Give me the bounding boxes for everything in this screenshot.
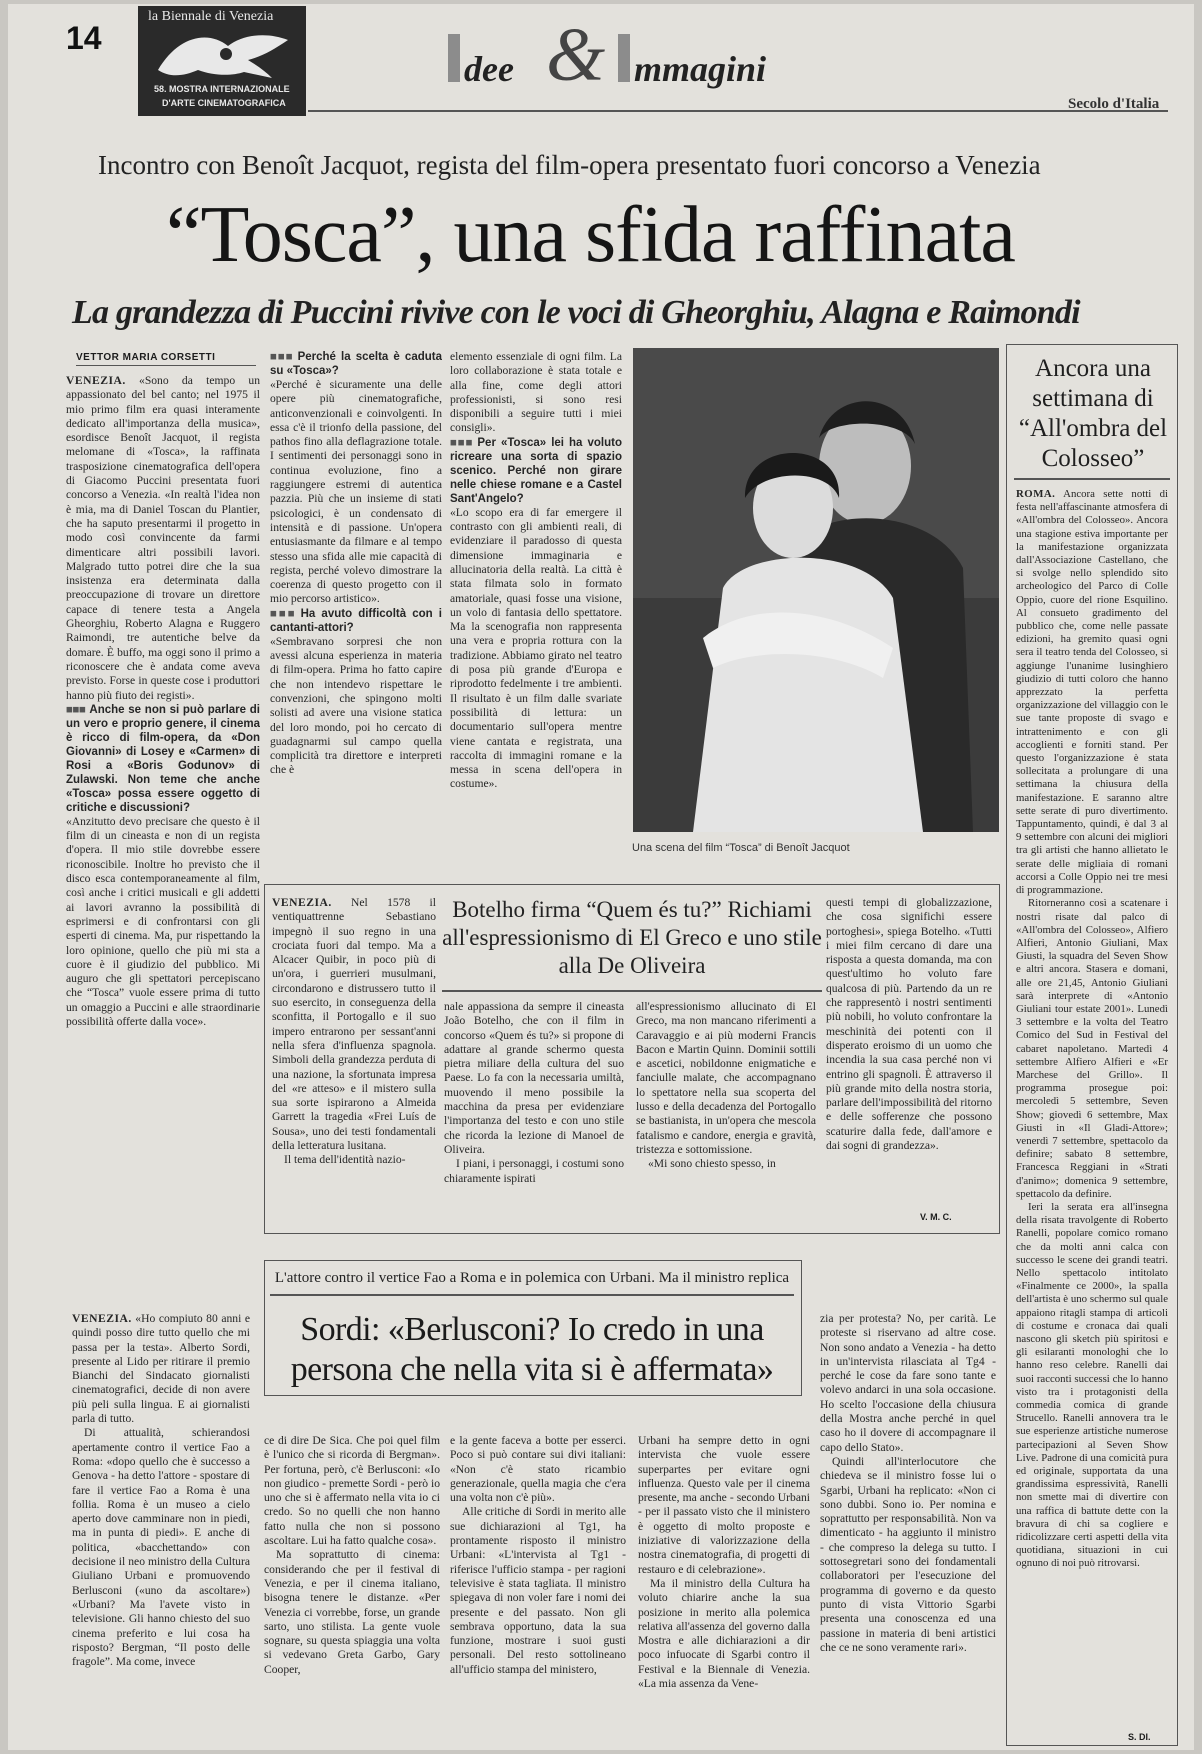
photo-figures (633, 348, 999, 832)
botelho-col2-cont: I piani, i personaggi, i costumi sono chiaramente ispirati (444, 1157, 624, 1185)
section-word-2: mmagini (634, 49, 767, 89)
sordi-col3-para: e la gente faceva a botte per esserci. Poco si può contare sui divi italiani: «Non c'è stato ricambio generazionale, quella magia che c'era una volta non c'è più». (450, 1434, 626, 1505)
sidebar-text (1016, 488, 1168, 1734)
logo-title: la Biennale di Venezia (148, 9, 274, 24)
main-col3-answer: «Lo scopo era di far emergere il contrasto con gli ambienti reali, di evidenziare il paradosso di questa dimensione immaginaria e allucinatoria della realtà. La città è stata filmata solo in formato amatoriale, quasi fosse una visione, un volo di fantasia dello spettatore. Ma la scenografia non rappresenta una vera e propria rottura con la tradizione. Abbiamo girato nel teatro di posa più grande d'Europa e riprodotto fedelmente i tre ambienti. Il risultato è un film dalle svariate possibilità di lettura: un documentario sull'opera mentre viene cantata e registrata, una raccolta di immagini romane e la messa in scena dell'opera in costume». (450, 505, 622, 791)
section-word-1: dee (464, 49, 514, 89)
main-column-3 (450, 350, 622, 840)
logo-line-2: D'ARTE CINEMATOGRAFICA (162, 98, 286, 108)
main-col2-answer-1: «Perché è sicuramente una delle opere più cinematografiche, anticonvenzionali e coinvolgenti. In essa c'è il trionfo della passione, del pathos fino alla deflagrazione totale. I sentimenti dei personaggi sono in continua evoluzione, fino a raggiungere estremi di autentica pazzia. Più che un insieme di stati psicologici, è un condensato di intensità e di passione. Un'opera entusiasmante da filmare e al tempo stesso una sfida alle mie capacità di regista, perché volevo dimostrare la coerenza di questo progetto con il mio percorso artistico». (270, 378, 442, 606)
newspaper-name: Secolo d'Italia (1068, 96, 1160, 112)
sordi-col4-para: Urbani ha sempre detto in ogni intervista che vuole essere superpartes per evitare ogni influenza. Questo vale per il cinema presente, ma anche - secondo Urbani - per il passato visto che il ministero è oggetto di molto proposte e iniziative di valorizzazione della nostra cinematografia, di progetti di restauro e di celebrazione». (638, 1434, 810, 1576)
byline: VETTOR MARIA CORSETTI (76, 352, 256, 366)
main-column-2 (270, 350, 442, 840)
section-ampersand: & (546, 13, 606, 97)
sordi-column-4 (638, 1434, 810, 1744)
sordi-col3-cont: Alle critiche di Sordi in merito alle sue dichiarazioni al Tg1, ha prontamente risposto il ministro Urbani: «L'intervista al Tg1 - riferisce l'ufficio stampa - per ragioni televisive è stata tagliata. Il ministro spiegava di non voler fare i nomi dei presente e del passato. Non gli sembrava opportuno, data la sua funzione, mostrare i suoi gusti personali. Del resto sottolineano all'ufficio stampa del ministero, (450, 1505, 626, 1676)
sidebar-para-1: ROMA. Ancora sette notti di festa nell'affascinante atmosfera di «All'ombra del Colosseo». Ancora una stagione estiva importante per la manifestazione organizzata dall'Associazione Castellano, che si svolge nello splendido sito archeologico del Parco di Colle Oppio, cuore del rione Esquilino. Al consueto gradimento del pubblico che, come nelle passate edizioni, ha gremito quasi ogni sera il teatro tenda del Colosseo, si aggiunge l'unanime lusinghiero giudizio di tutti coloro che hanno apprezzato la perfetta organizzazione del villaggio con le sue tante proposte di svago e intrattenimento e con gli accoglienti e forniti stand. Per questo l'organizzazione è stata sollecitata a prolungare di una settimana la chiusura della manifestazione. E saranno altre sette serate di puro divertimento. Tappuntamento, quindi, è dal 3 al 9 settembre con alcuni dei migliori tra gli artisti che hanno allietato le serate delle migliaia di romani accorsi a Colle Oppio nei tre mesi di programmazione. (1016, 488, 1168, 897)
section-initial-bar-1 (448, 34, 460, 82)
newspaper-page (8, 4, 1194, 1750)
sordi-headline: Sordi: «Berlusconi? Io credo in una persona che nella vita si è affermata» (290, 1311, 774, 1388)
botelho-headline-rule (442, 990, 822, 992)
biennale-logo (138, 6, 306, 116)
sordi-col5-cont: Quindi all'interlocutore che chiedeva se il ministro fosse lui o Sgarbi, Urbani ha replicato: «Non ci sono dubbi. Sono io. Per nomina e soprattutto per responsabilità. Non va dimenticato - ha aggiunto il ministro - che compreso la delega su tutto. I sottosegretari sono dei fondamentali collaboratori per l'esecuzione del programma di governo e da questo punto di vista Vittorio Sgarbi presenta una conoscenza ed una passione in materia di beni artistici che ce ne sono veramente rari». (820, 1454, 996, 1654)
winged-lion-icon (148, 26, 298, 82)
botelho-col1-para: VENEZIA. Nel 1578 il ventiquattrenne Sebastiano impegnò il suo regno in una crociata fuori dal tempo. Ma a Alcacer Quibir, in poco più di un'ora, i guerrieri musulmani, circondarono e distrussero tutto il suo esercito, in conseguenza della sconfitta, il Portogallo e il suo impero entrarono per sessant'anni nella sfera d'influenza spagnola. Simboli della grandezza perduta di una nazione, la sfortunata impresa del «re atteso» e il mistero sulla sua sorte ispirarono a Almeida Garrett la tragedia «Frei Luís de Sousa», uno dei testi fondamentali della letteratura lusitana. (272, 896, 436, 1153)
main-col1-para: VENEZIA. «Sono da tempo un appassionato del bel canto; nel 1975 il mio primo film era quasi interamente dedicato all'importanza della musica», esordisce Benoît Jacquot, il regista melomane di «Tosca», la raffinata trasposizione cinematografica dell'opera di Giacomo Puccini presentata fuori concorso a Venezia. «In realtà l'idea non è mia, ma di Daniel Toscan du Plantier, che ha saputo presentarmi il progetto in modo così convincente da farmi dimenticare altri possibili lavori. Malgrado tutto potrei dire che la sua insistenza era determinata dalla preoccupazione di trovare un direttore capace di tenere testa a Angela Gheorghiu, Roberto Alagna e Ruggero Raimondi, tre autentiche belve da domare. È buffo, ma oggi sono il primo a riconoscere che è andata come aveva previsto. Forse in queste cose i produttori hanno più fiuto dei registi». (66, 374, 260, 702)
main-column-1 (66, 374, 260, 1224)
film-photo (633, 348, 999, 832)
sordi-kicker-rule (270, 1294, 794, 1296)
sordi-col5-para: zia per protesta? No, per carità. Le proteste si riservano ad altre cose. Non sono andato a Venezia - ha detto in un'intervista rilasciata al Tg4 - perché le cose da fare sono tante e volevo andarci in una sola occasione. Ho scelto l'occasione della chiusura della Mostra anche perché in quel caso ho il dovere di accompagnare il capo dello Stato». (820, 1312, 996, 1454)
main-col1-answer: «Anzitutto devo precisare che questo è il film di un cineasta e non di un regista d'opera. Il mio stile dovrebbe essere riconoscibile. Inoltre ho previsto che il disco esca contemporaneamente al film, così anche i critici musicali e gli addetti ai lavori avranno la possibilità di esprimersi e di confrontarsi con gli esperti di cinema. Ma, pur rispettando la loro opinione, quello che più mi sta a cuore è il giudizio del pubblico. Mi auguro che gli spettatori percepiscano che “Tosca” vuole essere prima di tutto un omaggio a Puccini e alle straordinarie possibilità offerte dalla voce». (66, 814, 260, 1028)
botelho-column-2 (444, 1000, 624, 1224)
interview-question: ■■■ Ha avuto difficoltà con i cantanti-attori? (270, 607, 442, 634)
sordi-col1-cont: Di attualità, schierandosi apertamente contro il vertice Fao a Roma: «dopo quello che è successo a Genova - ha detto l'attore - spostare di fare il vertice Fao a Roma è una follia. Roma è un museo a cielo aperto dove camminare non in piedi, ma in punta di piedi». E anche di politica, «bacchettando» con decisione il neo ministro della Cultura Giuliano Urbani e promuovendo Berlusconi («uno da ascoltare») «Urbani? Ma l'avete visto in televisione. Gli hanno chiesto del suo cinema preferito e lui cosa ha risposto? Bergman, “Il posto delle fragole”. Ma come, invece (72, 1426, 250, 1669)
sordi-column-1 (72, 1312, 250, 1748)
botelho-col3-para: all'espressionismo allucinato di El Greco, ma non mancano riferimenti a Caravaggio e ai più moderni Francis Bacon e Martin Quinn. Dominii sottili e ascetici, nobildonne enigmatiche e fanciulle malate, che accompagnano lo spettatore nella sua scoperta del lusso e della decadenza del Portogallo se bastianista, in un'opera che mescola fatalismo e candore, energia e gravità, tristezza e sottomissione. (636, 1000, 816, 1156)
main-col3-para: elemento essenziale di ogni film. La loro collaborazione è stata totale e alla fine, come degli attori professionisti, si sono resi disponibili a seguire tutti i miei consigli». (450, 350, 622, 435)
sordi-kicker: L'attore contro il vertice Fao a Roma e in polemica con Urbani. Ma il ministro replica (274, 1270, 790, 1286)
main-col2-answer-2: «Sembravano sorpresi che non avessi alcuna esperienza in materia di film-opera. Prima ho fatto capire che non intendevo rispettare le convenzioni, che spingono molti solisti ad avere una visione statica del loro mondo, poi ho cercato di guadagnarmi sul campo quella complicità tra direttore e interpreti che è (270, 634, 442, 777)
botelho-column-1 (272, 896, 436, 1224)
botelho-column-3 (636, 1000, 816, 1224)
sordi-col2-cont: Ma soprattutto di cinema: considerando che per il festival di Venezia, e per il cinema italiano, bisogna tenere le distanze. «Per Venezia ci vorrebbe, forse, un grande sarto, uno stilista. La gente vuole sognare, su questa spiaggia una volta si vedevano Greta Garbo, Gary Cooper, (264, 1548, 440, 1676)
botelho-col3-cont: «Mi sono chiesto spesso, in (648, 1157, 776, 1171)
sordi-col1-para: VENEZIA. «Ho compiuto 80 anni e quindi posso dire tutto quello che mi passa per la testa». Alberto Sordi, presente al Lido per ritirare il premio Bianchi del Sindacato giornalisti cinematografici, decide di non avere più peli sulla lingua. E ai giornalisti parla di tutto. (72, 1312, 250, 1426)
dateline-city: VENEZIA. (66, 374, 126, 387)
sidebar-title: Ancora una settimana di “All'ombra del Colosseo” (1018, 355, 1168, 472)
botelho-headline: Botelho firma “Quem és tu?” Richiami all'espressionismo di El Greco e uno stile alla De Oliveira (442, 897, 822, 978)
interview-question: ■■■ Perché la scelta è caduta su «Tosca»? (270, 351, 442, 377)
section-initial-bar-2 (618, 34, 630, 82)
sordi-col4-cont: Ma il ministro della Cultura ha voluto chiarire anche la sua posizione in merito alla polemica relativa all'assenza del governo dalla Mostra e alle dichiarazioni a dir poco infuocate di Sgarbi contro il Festival e la Biennale di Venezia. «La mia assenza da Vene- (638, 1576, 810, 1691)
sordi-column-2 (264, 1434, 440, 1744)
botelho-col1-cont: Il tema dell'identità nazio- (284, 1153, 406, 1167)
sidebar-signature: S. DI. (1128, 1732, 1151, 1742)
photo-caption: Una scena del film “Tosca” di Benoît Jacquot (632, 842, 850, 854)
main-headline: “Tosca”, una sfida raffinata (166, 191, 1015, 279)
sidebar-title-rule (1014, 478, 1170, 480)
header-rule (308, 110, 1168, 112)
botelho-col2-para: nale appassiona da sempre il cineasta João Botelho, che con il film in concorso «Quem és tu?» si propone di adattare al grande schermo questa pietra miliare della cultura del suo Paese. Lo fa con la necessaria umiltà, muovendo il meno possibile la macchina da presa per evidenziare l'importanza del testo e con uno stile che ricorda la lezione di Manoel de Oliveira. (444, 1000, 624, 1156)
page-number: 14 (66, 20, 102, 56)
sordi-col2-para: ce di dire De Sica. Che poi quel film è l'unico che si ricorda di Bergman». Per fortuna, però, c'è Berlusconi: «Io non giudico - premette Sordi - però io uno che si è affermato nella vita io ci credo. So no quelli che non hanno fatto nulla che non si possono ascoltare. Lui ha fatto qualche cosa». (264, 1434, 440, 1548)
sidebar-para-3: Ieri la serata era all'insegna della risata travolgente di Roberto Ranelli, popolare comico romano che da molti anni calca con successo le scene dei grandi teatri. Nello spettacolo intitolato «Finalmente ce 2000», la spalla dell'artista è uno schermo sul quale appaiono ritagli stampa di articoli di costume e cronaca dai quali nascono gli sketch più spiritosi e gli esilaranti monologhi che lo hanno reso celebre. Ranelli dai suoi racconti successi che lo hanno visto tra i protagonisti della commedia comica di grande Strucello. Ranelli annovera tra le sue esperienze artistiche numerose partecipazioni al Seven Show Live. Padrone di una comicità pura ed originale, supportata da una grandissima espressività, Ranelli non smette mai di divertire con una raffica di battute dette con la bravura di chi sa cogliere e ridicolizzare certi aspetti della vita quotidiana, situazioni in cui ognuno di noi può ritrovarsi. (1016, 1200, 1168, 1570)
sidebar-para-2: Ritorneranno così a scatenare i nostri risate dal palco di «All'ombra del Colosseo», Alfiero Alfieri, Antonio Giuliani, Max Giusti, la squadra del Seven Show e altri ancora. Stasera e domani, alle ore 21,45, Antonio Giuliani sarà interprete di «Antonio Giuliani tour estate 2001». Lunedì 3 settembre e la volta del Teatro Comico del Sud in Festival del cabaret napoletano. Martedì 4 settembre Alfiero Alfieri e «Er Marchese del Grillo». Il programma prosegue poi: mercoledì 5 settembre, Seven Show; giovedì 6 settembre, Max Giusti in «Il Gladi-Attore»; venerdì 7 settembre, spettacolo da definire; sabato 8 settembre, Francesca Reggiani in «Strati d'animo»; domenica 9 settembre, spettacolo da definire. (1016, 897, 1168, 1200)
sordi-column-3 (450, 1434, 626, 1744)
section-title (448, 12, 828, 102)
interview-question: ■■■ Anche se non si può parlare di un vero e proprio genere, il cinema è ricco di film-opera, da «Don Giovanni» di Losey e «Carmen» di Rosi a «Boris Godunov» di Zulawski. Non teme che anche «Tosca» possa essere oggetto di critiche e discussioni? (66, 703, 260, 814)
logo-line-1: 58. MOSTRA INTERNAZIONALE (154, 84, 290, 94)
main-subheadline: La grandezza di Puccini rivive con le voci di Gheorghiu, Alagna e Raimondi (72, 294, 1080, 331)
botelho-col4-para: questi tempi di globalizzazione, che cosa significhi essere portoghesi», spiega Botelho. «Tutti i miei film cercano di dare una risposta a questa domanda, ma con quest'ultimo ho voluto fare qualcosa di più. Partendo da un re che rappresentò i nostri sentimenti più nobili, ho voluto confrontare la meschinità dei potenti con il disperato eroismo di un uomo che incendia la sua casa perché non vi entrino gli spagnoli. È attraverso il più grande mito della nostra storia, parlare dell'impossibilità del ritorno e delle sofferenze che possono scaturire dalla fede, dall'amore e dai sogni di grandezza». (826, 896, 992, 1153)
main-kicker: Incontro con Benoît Jacquot, regista del film-opera presentato fuori concorso a Venezia (98, 150, 1041, 180)
interview-question: ■■■ Per «Tosca» lei ha voluto ricreare una sorta di spazio scenico. Perché non girare nelle chiese romane e a Castel Sant'Angelo? (450, 436, 622, 505)
botelho-column-4 (826, 896, 992, 1210)
botelho-signature: V. M. C. (920, 1212, 952, 1222)
sordi-column-5 (820, 1312, 996, 1744)
